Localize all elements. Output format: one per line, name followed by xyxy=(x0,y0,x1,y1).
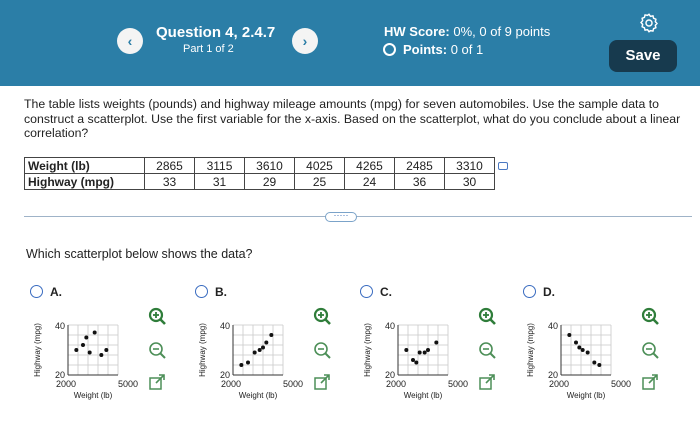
data-point xyxy=(423,351,427,355)
option-radio-button[interactable] xyxy=(30,285,43,298)
scatterplot xyxy=(360,305,490,410)
x-tick-label: 2000 xyxy=(55,379,77,389)
zoom-in-icon[interactable] xyxy=(148,307,166,325)
table-cell: 24 xyxy=(345,174,395,190)
table-cell: 33 xyxy=(145,174,195,190)
data-point xyxy=(93,331,97,335)
question-part: Part 1 of 2 xyxy=(183,43,234,55)
answer-option[interactable] xyxy=(195,285,360,410)
zoom-out-icon[interactable] xyxy=(641,341,659,359)
x-axis-label: Weight (lb) xyxy=(566,391,606,400)
table-cell: 30 xyxy=(445,174,495,190)
hw-score-value: 0%, 0 of 9 points xyxy=(453,24,551,39)
x-tick-label: 5000 xyxy=(282,379,304,389)
table-cell: 3115 xyxy=(195,158,245,174)
sub-question-prompt: Which scatterplot below shows the data? xyxy=(26,247,253,261)
scatterplot xyxy=(523,305,653,410)
pop-out-icon[interactable] xyxy=(478,373,496,391)
progress-circle-icon xyxy=(383,43,396,56)
y-tick-label: 20 xyxy=(384,370,395,380)
y-tick-label: 40 xyxy=(384,321,395,331)
zoom-in-icon[interactable] xyxy=(641,307,659,325)
option-letter: A. xyxy=(50,285,62,299)
data-point xyxy=(81,343,85,347)
data-point xyxy=(404,348,408,352)
y-axis-label: Highway (mpg) xyxy=(198,323,207,377)
x-tick-label: 5000 xyxy=(610,379,632,389)
hw-score-label: HW Score: xyxy=(384,24,450,39)
table-cell: 3310 xyxy=(445,158,495,174)
x-axis-label: Weight (lb) xyxy=(238,391,278,400)
x-axis-label: Weight (lb) xyxy=(73,391,113,400)
table-cell: 31 xyxy=(195,174,245,190)
table-row xyxy=(25,158,495,174)
x-axis-label: Weight (lb) xyxy=(403,391,443,400)
data-point xyxy=(239,363,243,367)
y-axis-label: Highway (mpg) xyxy=(363,323,372,377)
y-tick-label: 20 xyxy=(219,370,230,380)
y-tick-label: 40 xyxy=(54,321,65,331)
data-point xyxy=(418,351,422,355)
answer-option[interactable] xyxy=(30,285,195,410)
zoom-in-icon[interactable] xyxy=(478,307,496,325)
gear-icon[interactable] xyxy=(638,12,660,34)
x-tick-label: 2000 xyxy=(220,379,242,389)
data-point xyxy=(577,346,581,350)
next-question-button[interactable]: › xyxy=(292,28,318,54)
option-radio-button[interactable] xyxy=(523,285,536,298)
data-point xyxy=(414,361,418,365)
expand-more-button[interactable]: ····· xyxy=(325,212,357,222)
answer-option[interactable] xyxy=(360,285,525,410)
data-point xyxy=(567,333,571,337)
y-tick-label: 20 xyxy=(54,370,65,380)
points-value: 0 of 1 xyxy=(450,42,484,57)
data-point xyxy=(574,341,578,345)
y-axis-label: Highway (mpg) xyxy=(526,323,535,377)
table-cell: 25 xyxy=(295,174,345,190)
x-tick-label: 5000 xyxy=(117,379,139,389)
data-table xyxy=(24,157,495,190)
y-tick-label: 20 xyxy=(547,370,558,380)
table-cell: 2485 xyxy=(395,158,445,174)
data-point xyxy=(261,346,265,350)
table-cell: 4025 xyxy=(295,158,345,174)
data-point xyxy=(246,361,250,365)
answer-option[interactable] xyxy=(523,285,688,410)
data-point xyxy=(597,363,601,367)
question-text: The table lists weights (pounds) and highway mileage amounts (mpg) for seven automobiles. Use the sample data to construct a scatterplot. Use the first variable for the x-axis. Based on the scatterplot, what do you conclude about a linear correlation? xyxy=(24,97,681,140)
data-point xyxy=(434,341,438,345)
table-cell: 3610 xyxy=(245,158,295,174)
row-label: Weight (lb) xyxy=(25,158,145,174)
points-label: Points: xyxy=(403,42,448,57)
zoom-out-icon[interactable] xyxy=(148,341,166,359)
data-point xyxy=(104,348,108,352)
row-label: Highway (mpg) xyxy=(25,174,145,190)
option-letter: C. xyxy=(380,285,392,299)
section-divider xyxy=(24,216,692,217)
data-point xyxy=(581,348,585,352)
x-tick-label: 2000 xyxy=(548,379,570,389)
question-title: Question 4, 2.4.7 xyxy=(156,24,276,41)
data-point xyxy=(264,341,268,345)
data-point xyxy=(592,361,596,365)
data-point xyxy=(99,353,103,357)
pop-out-icon[interactable] xyxy=(148,373,166,391)
previous-question-button[interactable]: ‹ xyxy=(117,28,143,54)
scatterplot xyxy=(195,305,325,410)
data-point xyxy=(88,351,92,355)
data-point xyxy=(269,333,273,337)
hw-score xyxy=(384,24,550,39)
data-point xyxy=(258,348,262,352)
data-point xyxy=(411,358,415,362)
y-tick-label: 40 xyxy=(219,321,230,331)
y-tick-label: 40 xyxy=(547,321,558,331)
zoom-out-icon[interactable] xyxy=(478,341,496,359)
zoom-out-icon[interactable] xyxy=(313,341,331,359)
zoom-in-icon[interactable] xyxy=(313,307,331,325)
option-radio-button[interactable] xyxy=(360,285,373,298)
scatterplot xyxy=(30,305,160,410)
table-cell: 29 xyxy=(245,174,295,190)
pop-out-icon[interactable] xyxy=(313,373,331,391)
header-bar xyxy=(0,0,700,86)
y-axis-label: Highway (mpg) xyxy=(33,323,42,377)
copy-table-icon[interactable] xyxy=(498,162,508,170)
table-cell: 2865 xyxy=(145,158,195,174)
table-row xyxy=(25,174,495,190)
table-cell: 36 xyxy=(395,174,445,190)
x-tick-label: 2000 xyxy=(385,379,407,389)
x-tick-label: 5000 xyxy=(447,379,469,389)
data-point xyxy=(253,351,257,355)
option-letter: B. xyxy=(215,285,227,299)
data-point xyxy=(426,348,430,352)
pop-out-icon[interactable] xyxy=(641,373,659,391)
option-letter: D. xyxy=(543,285,555,299)
points-status xyxy=(383,42,483,57)
option-radio-button[interactable] xyxy=(195,285,208,298)
data-point xyxy=(84,336,88,340)
table-cell: 4265 xyxy=(345,158,395,174)
data-point xyxy=(586,351,590,355)
data-point xyxy=(74,348,78,352)
save-button[interactable]: Save xyxy=(609,40,677,72)
